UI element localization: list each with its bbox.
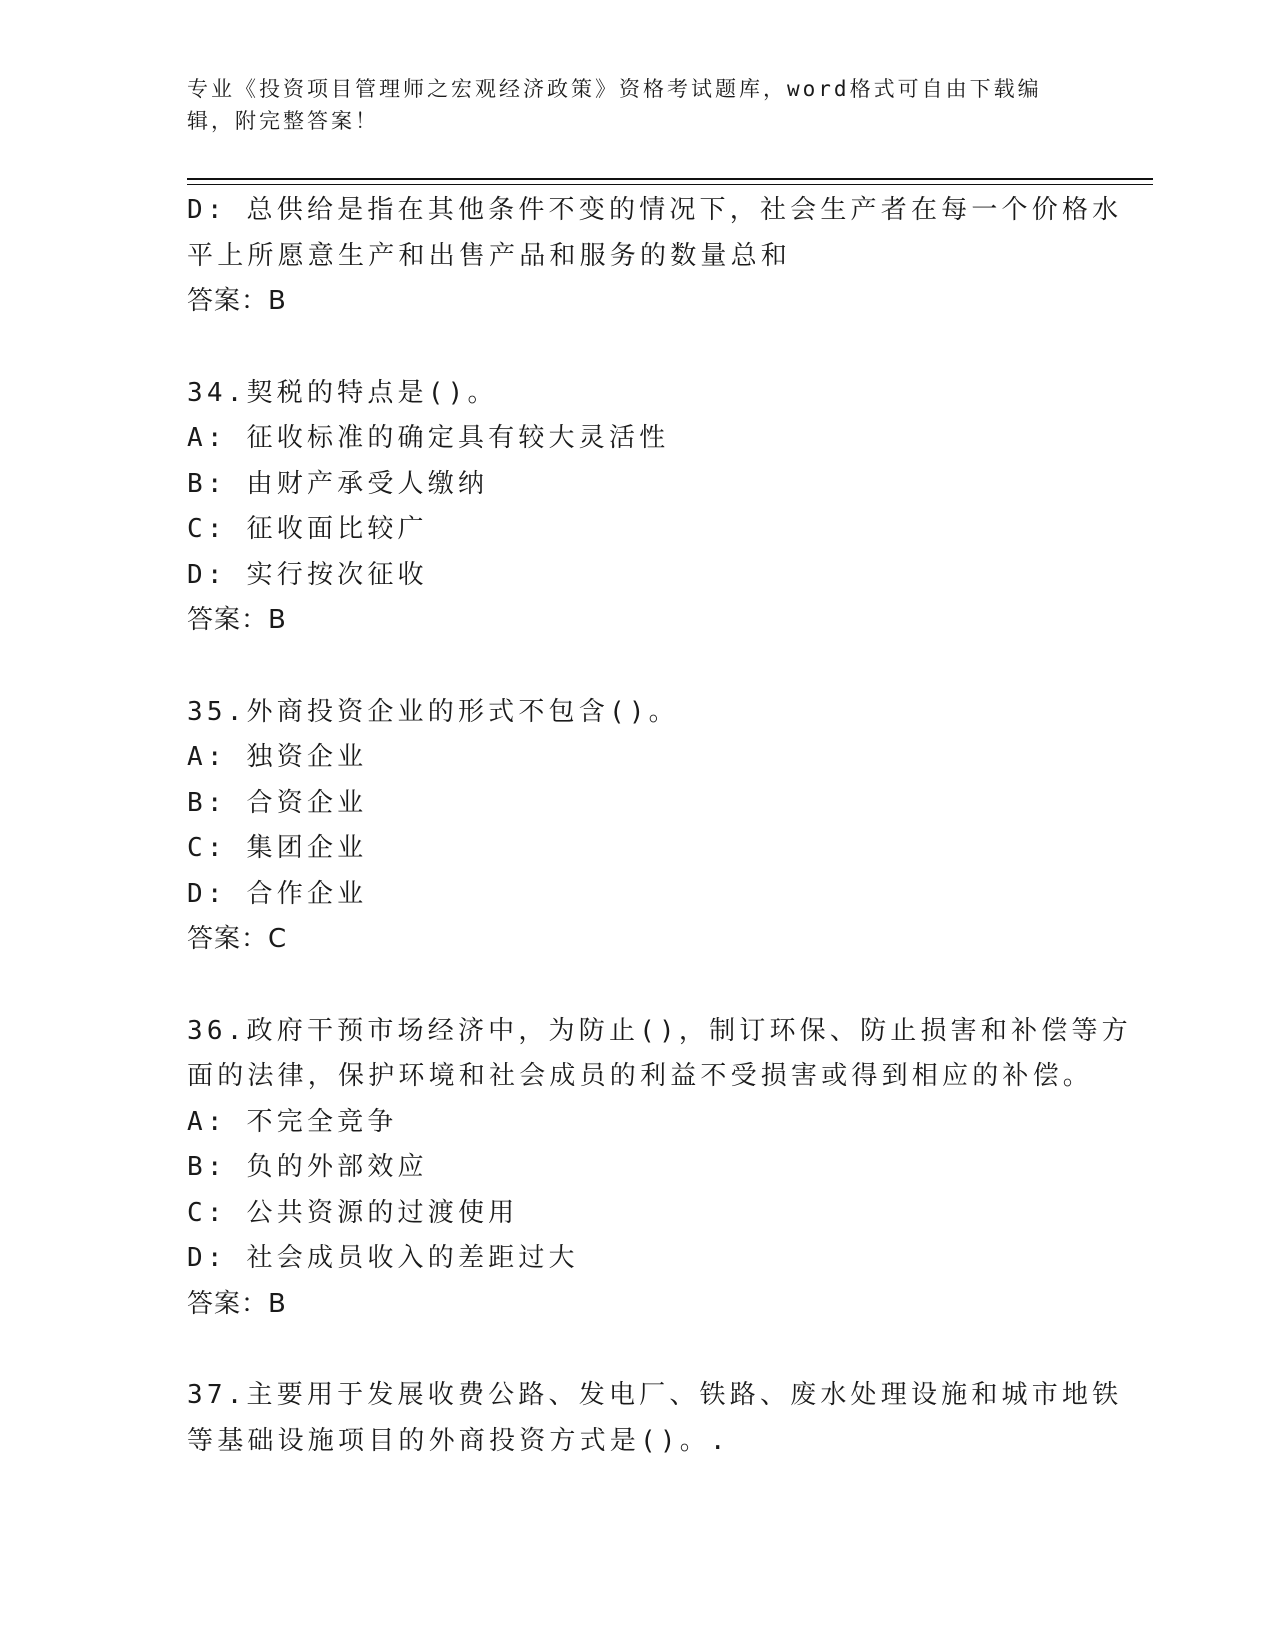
option-c: C: 集团企业 — [187, 833, 368, 863]
option-a: A: 独资企业 — [187, 742, 368, 772]
header-divider-thick — [187, 178, 1153, 180]
option-a: A: 不完全竞争 — [187, 1106, 398, 1137]
option-d: D: 合作企业 — [187, 878, 368, 909]
question-stem-line-2: 等基础设施项目的外商投资方式是()。. — [187, 1425, 730, 1456]
answer: 答案：C — [187, 924, 288, 954]
option-b: B: 负的外部效应 — [187, 1152, 428, 1182]
header-line-2: 辑，附完整答案！ — [187, 109, 379, 133]
option-a: A: 征收标准的确定具有较大灵活性 — [187, 423, 670, 453]
option-b: B: 由财产承受人缴纳 — [187, 468, 489, 499]
answer-prev: 答案：B — [187, 286, 287, 316]
option-b: B: 合资企业 — [187, 787, 368, 818]
answer: 答案：B — [187, 1288, 287, 1319]
answer: 答案：B — [187, 605, 287, 635]
option-d: D: 社会成员收入的差距过大 — [187, 1243, 579, 1273]
question-37 — [187, 1373, 1123, 1464]
question-34 — [187, 371, 1087, 644]
document-header — [187, 73, 1067, 137]
document-body — [187, 188, 1132, 1464]
question-35 — [187, 690, 1087, 963]
question-36 — [187, 1009, 1132, 1328]
option-d-line-2: 平上所愿意生产和出售产品和服务的数量总和 — [187, 240, 792, 271]
header-line-1: 专业《投资项目管理师之宏观经济政策》资格考试题库，word格式可自由下载编 — [187, 77, 1042, 101]
question-stem-line-1: 36.政府干预市场经济中，为防止()，制订环保、防止损害和补偿等方 — [187, 1015, 1132, 1046]
question-stem-line-2: 面的法律，保护环境和社会成员的利益不受损害或得到相应的补偿。 — [187, 1061, 1094, 1091]
question-stem-line-1: 37.主要用于发展收费公路、发电厂、铁路、废水处理设施和城市地铁 — [187, 1380, 1123, 1410]
question-stem: 34.契税的特点是()。 — [187, 377, 498, 408]
header-divider-thin — [187, 184, 1153, 185]
option-d: D: 实行按次征收 — [187, 559, 428, 590]
option-d-line-1: D: 总供给是指在其他条件不变的情况下，社会生产者在每一个价格水 — [187, 195, 1123, 225]
option-c: C: 公共资源的过渡使用 — [187, 1197, 519, 1228]
question-stem: 35.外商投资企业的形式不包含()。 — [187, 696, 679, 727]
option-c: C: 征收面比较广 — [187, 514, 428, 544]
